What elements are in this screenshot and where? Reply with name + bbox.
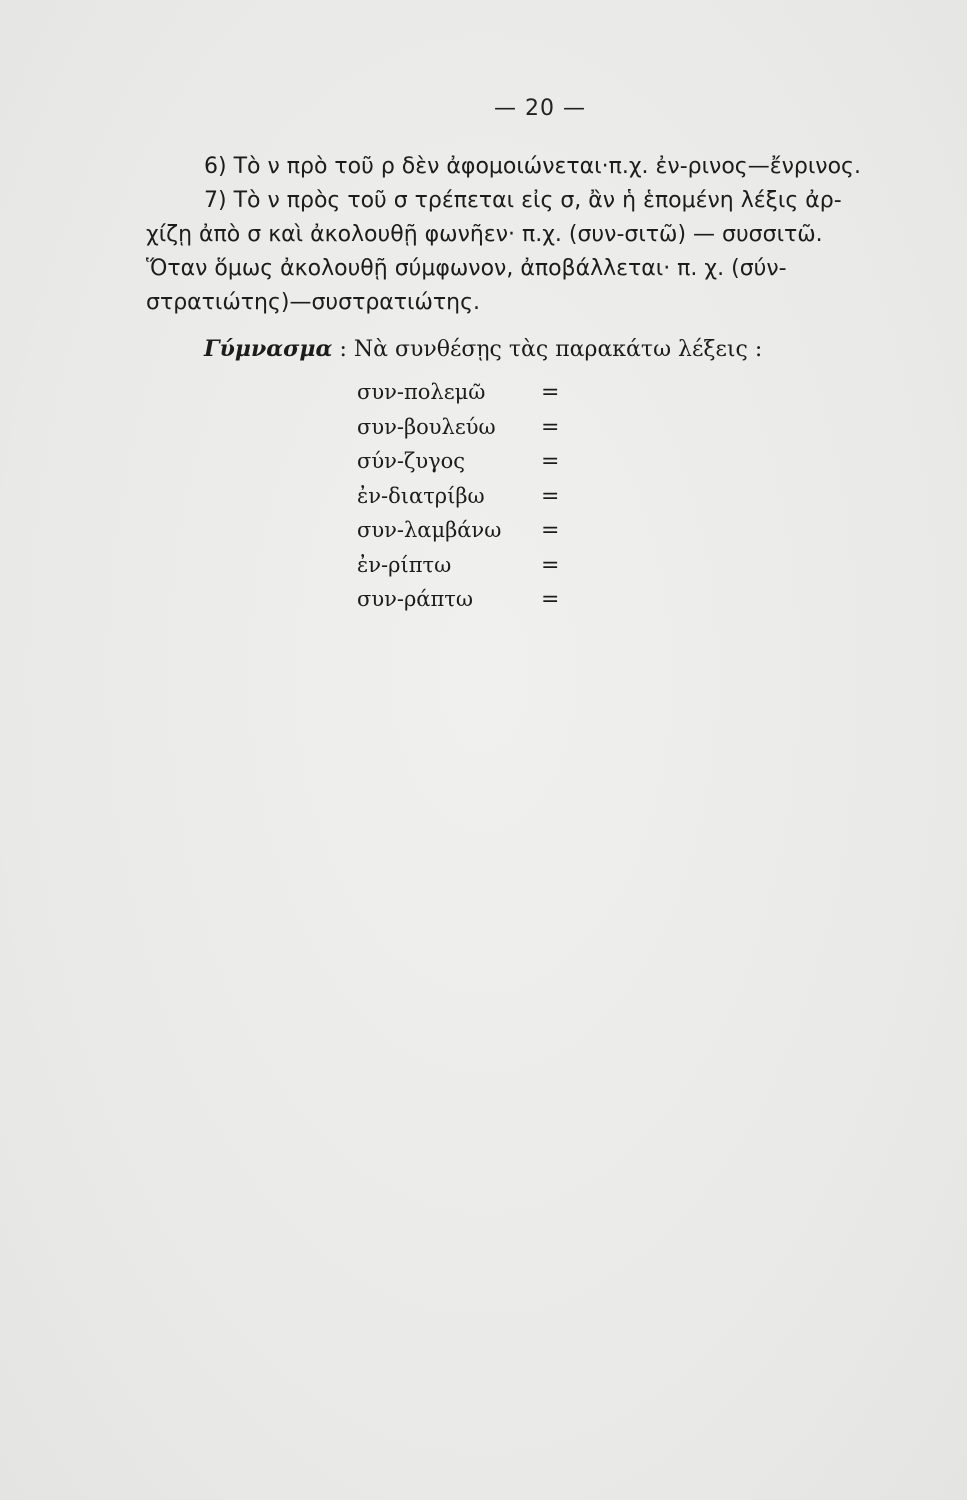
rule-7-line-3: Ὅταν ὅμως ἀκολουθῇ σύμφωνον, ἀποβάλλεται· π. χ. (σύν-: [146, 256, 787, 281]
rule-7-line-4: στρατιώτης)—συστρατιώτης.: [146, 290, 480, 315]
list-item: [357, 518, 577, 553]
list-item: [357, 484, 577, 519]
list-item: [357, 587, 577, 622]
list-item: [357, 449, 577, 484]
word-list: [357, 380, 577, 622]
exercise-label: Γύμνασμα: [204, 336, 333, 362]
word: ἐν-διατρίβω: [357, 483, 485, 508]
list-item: [357, 380, 577, 415]
equals-sign: =: [541, 449, 560, 474]
rule-7-line-1: 7) Τὸ ν πρὸς τοῦ σ τρέπεται εἰς σ, ἂν ἡ ἑπομένη λέξις ἀρ-: [204, 188, 842, 213]
exercise-instruction: : Νὰ συνθέσῃς τὰς παρακάτω λέξεις :: [339, 337, 763, 362]
equals-sign: =: [541, 414, 560, 440]
word: ἐν-ρίπτω: [357, 552, 452, 577]
equals-sign: =: [541, 587, 560, 612]
word: σύν-ζυγος: [357, 449, 466, 473]
list-item: [357, 553, 577, 588]
word: συν-βουλεύω: [357, 414, 496, 439]
rule-7-line-2: χίζῃ ἀπὸ σ καὶ ἀκολουθῇ φωνῆεν· π.χ. (συν-σιτῶ) — συσσιτῶ.: [146, 222, 823, 247]
rule-7: [146, 184, 936, 320]
equals-sign: =: [541, 380, 560, 405]
rule-6-text: 6) Τὸ ν πρὸ τοῦ ρ δὲν ἀφομοιώνεται·π.χ. ἐν-ρινος—ἔνρινος.: [204, 154, 861, 179]
page-number: — 20 —: [494, 96, 586, 121]
exercise-heading: [204, 336, 762, 362]
equals-sign: =: [541, 483, 560, 509]
word: συν-ράπτω: [357, 587, 474, 611]
list-item: [357, 415, 577, 450]
word: συν-λαμβάνω: [357, 518, 502, 542]
equals-sign: =: [541, 552, 560, 578]
rule-6: [204, 150, 944, 184]
equals-sign: =: [541, 518, 560, 543]
word: συν-πολεμῶ: [357, 380, 486, 404]
